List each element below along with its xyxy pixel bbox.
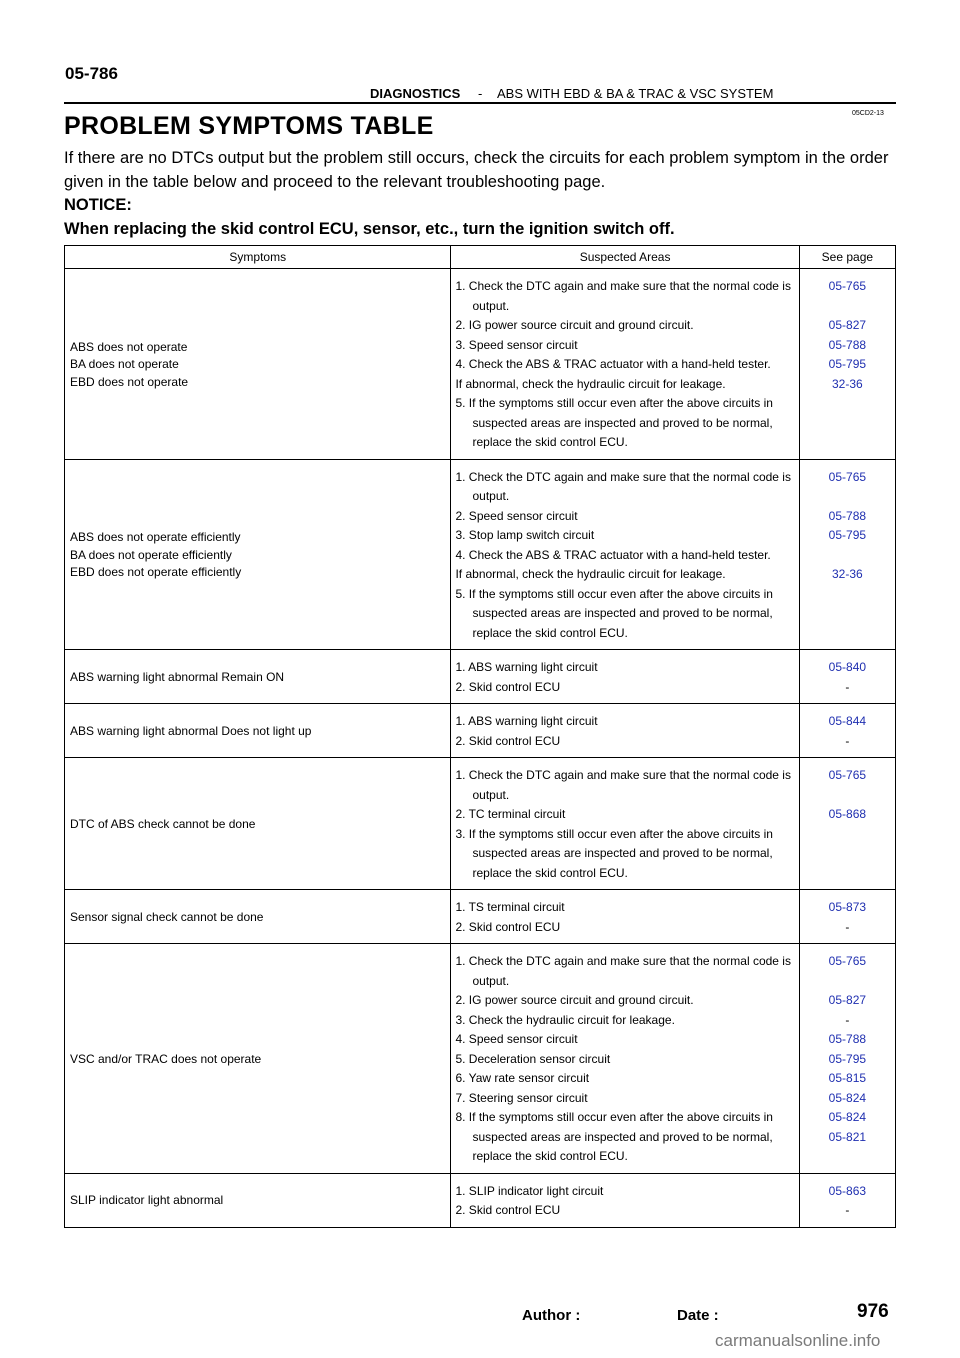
page-title: PROBLEM SYMPTOMS TABLE [64, 112, 434, 140]
date-label: Date : [677, 1307, 719, 1324]
page-link[interactable]: 05-863 [828, 1183, 867, 1198]
symptom-text: ABS warning light abnormal Remain ON [70, 669, 285, 684]
suspected-area-cell [451, 890, 799, 944]
suspected-area-item: 1. Check the DTC again and make sure that the normal code is output. [455, 279, 791, 313]
footer-page-number: 976 [857, 1301, 889, 1322]
see-page-cell [799, 944, 895, 1174]
symptoms-table [64, 245, 896, 1228]
table-row [65, 269, 896, 460]
symptom-cell [65, 758, 451, 890]
suspected-area-item: 2. Skid control ECU [455, 919, 561, 934]
suspected-area-item: 2. IG power source circuit and ground circuit. [455, 318, 694, 332]
symptom-text: EBD does not operate efficiently [70, 565, 242, 579]
table-row [65, 459, 896, 650]
page-none: - [845, 679, 850, 694]
symptom-text: ABS warning light abnormal Does not light up [70, 723, 312, 738]
symptom-cell [65, 459, 451, 650]
page-link[interactable]: 05-824 [828, 1090, 867, 1105]
suspected-area-item: 2. Speed sensor circuit [455, 508, 578, 523]
watermark: carmanualsonline.info [715, 1331, 881, 1350]
suspected-area-cell [451, 1173, 799, 1227]
symptom-cell [65, 890, 451, 944]
symptom-text: DTC of ABS check cannot be done [70, 816, 256, 831]
page-none: - [845, 733, 850, 748]
page-link[interactable]: 05-868 [828, 807, 867, 821]
section-name: DIAGNOSTICS [370, 86, 461, 101]
page-link[interactable]: 05-788 [828, 337, 867, 352]
suspected-area-cell [451, 944, 799, 1174]
page-link[interactable]: 05-765 [828, 279, 867, 293]
symptom-cell [65, 1173, 451, 1227]
suspected-area-item: 6. Yaw rate sensor circuit [455, 1071, 590, 1085]
table-row [65, 650, 896, 704]
symptom-text: EBD does not operate [70, 374, 189, 389]
suspected-area-item: 3. Stop lamp switch circuit [455, 528, 595, 542]
page-link [800, 546, 895, 566]
suspected-area-item: 5. If the symptoms still occur even after the above circuits in suspected areas are inspected and proved to be normal, replace the skid control ECU. [455, 586, 773, 640]
suspected-area-item: 1. ABS warning light circuit [455, 714, 598, 728]
symptom-text: BA does not operate [70, 357, 179, 371]
page-link [800, 297, 895, 317]
suspected-area-cell [451, 704, 799, 758]
table-body [65, 269, 896, 1228]
table-header-row [65, 246, 896, 269]
page-link[interactable]: 05-795 [828, 528, 867, 542]
see-page-cell [799, 650, 895, 704]
page-link[interactable]: 32-36 [832, 376, 863, 391]
suspected-area-cell [451, 758, 799, 890]
suspected-area-item: If abnormal, check the hydraulic circuit for leakage. [455, 376, 726, 391]
system-name: ABS WITH EBD & BA & TRAC & VSC SYSTEM [497, 86, 774, 101]
suspected-area-cell [451, 269, 799, 460]
suspected-area-item: 7. Steering sensor circuit [455, 1090, 588, 1105]
suspected-area-item: 2. IG power source circuit and ground circuit. [455, 993, 694, 1007]
page-none: - [845, 1203, 850, 1217]
notice-label: NOTICE: [64, 196, 132, 214]
header-see-page: See page [799, 246, 895, 269]
page-link[interactable]: 05-795 [828, 1051, 867, 1066]
suspected-area-item: 2. TC terminal circuit [455, 807, 566, 821]
page-link[interactable]: 05-765 [828, 768, 867, 782]
symptom-text: SLIP indicator light abnormal [70, 1193, 224, 1208]
suspected-area-item: 4. Check the ABS & TRAC actuator with a hand-held tester. [455, 547, 771, 562]
suspected-area-item: 2. Skid control ECU [455, 1203, 561, 1217]
doc-code: 05CD2-13 [852, 110, 884, 117]
symptom-cell [65, 704, 451, 758]
suspected-area-item: 1. ABS warning light circuit [455, 660, 598, 674]
suspected-area-cell [451, 459, 799, 650]
page-link[interactable]: 05-821 [828, 1129, 867, 1144]
notice-text: When replacing the skid control ECU, sensor, etc., turn the ignition switch off. [64, 220, 675, 238]
intro-paragraph: If there are no DTCs output but the problem still occurs, check the circuits for each problem symptom in the order given in the table below and proceed to the relevant troubleshooting page. [64, 149, 889, 191]
page-link [800, 786, 895, 806]
suspected-area-item: If abnormal, check the hydraulic circuit for leakage. [455, 567, 726, 581]
see-page-cell [799, 890, 895, 944]
suspected-area-item: 1. Check the DTC again and make sure that the normal code is output. [455, 469, 791, 503]
symptom-text: ABS does not operate efficiently [70, 530, 241, 544]
see-page-cell [799, 269, 895, 460]
page-link[interactable]: 05-844 [828, 714, 867, 728]
suspected-area-item: 2. Skid control ECU [455, 733, 561, 748]
table-row [65, 704, 896, 758]
page-number: 05-786 [65, 64, 118, 83]
suspected-area-item: 3. If the symptoms still occur even after the above circuits in suspected areas are inspected and proved to be normal, replace the skid control ECU. [455, 826, 773, 880]
table-row [65, 890, 896, 944]
page-none: - [845, 919, 850, 934]
suspected-area-item: 3. Check the hydraulic circuit for leakage. [455, 1012, 675, 1027]
see-page-cell [799, 459, 895, 650]
symptom-text: VSC and/or TRAC does not operate [70, 1051, 262, 1066]
header-suspected-areas: Suspected Areas [451, 246, 799, 269]
suspected-area-item: 5. Deceleration sensor circuit [455, 1051, 611, 1066]
suspected-area-item: 1. Check the DTC again and make sure that the normal code is output. [455, 768, 791, 802]
suspected-area-item: 4. Check the ABS & TRAC actuator with a hand-held tester. [455, 357, 771, 371]
page-link[interactable]: 32-36 [832, 567, 863, 581]
suspected-area-item: 2. Skid control ECU [455, 679, 561, 694]
symptom-text: ABS does not operate [70, 339, 188, 354]
header-rule [64, 102, 896, 104]
symptom-text: Sensor signal check cannot be done [70, 909, 264, 924]
page-link[interactable]: 05-840 [828, 660, 867, 674]
header-separator: - [478, 86, 483, 101]
page-link[interactable]: 05-815 [828, 1071, 867, 1085]
page-none: - [845, 1012, 850, 1027]
page-link[interactable]: 05-788 [828, 1032, 867, 1046]
suspected-area-item: 5. If the symptoms still occur even after the above circuits in suspected areas are inspected and proved to be normal, replace the skid control ECU. [455, 396, 773, 449]
suspected-area-item: 1. TS terminal circuit [455, 900, 565, 914]
author-label: Author : [522, 1307, 581, 1324]
page-link[interactable]: 05-824 [828, 1110, 867, 1124]
table-row [65, 944, 896, 1174]
page-link[interactable]: 05-873 [828, 900, 867, 914]
suspected-area-item: 3. Speed sensor circuit [455, 337, 578, 352]
see-page-cell [799, 704, 895, 758]
suspected-area-cell [451, 650, 799, 704]
see-page-cell [799, 1173, 895, 1227]
suspected-area-item: 4. Speed sensor circuit [455, 1032, 578, 1046]
symptom-cell [65, 269, 451, 460]
suspected-area-item: 8. If the symptoms still occur even after the above circuits in suspected areas are inspected and proved to be normal, replace the skid control ECU. [455, 1110, 773, 1163]
page-link [800, 972, 895, 992]
suspected-area-item: 1. Check the DTC again and make sure that the normal code is output. [455, 954, 791, 988]
symptom-text: BA does not operate efficiently [70, 547, 232, 562]
table-row [65, 758, 896, 890]
see-page-cell [799, 758, 895, 890]
page-link[interactable]: 05-765 [828, 954, 867, 968]
page-link[interactable]: 05-795 [828, 357, 867, 371]
table-row [65, 1173, 896, 1227]
suspected-area-item: 1. SLIP indicator light circuit [455, 1183, 604, 1198]
page-link [800, 487, 895, 507]
symptom-cell [65, 944, 451, 1174]
header-symptoms: Symptoms [65, 246, 451, 269]
page-link[interactable]: 05-827 [828, 318, 867, 332]
page-link[interactable]: 05-788 [828, 508, 867, 523]
page-link[interactable]: 05-765 [828, 469, 867, 484]
symptom-cell [65, 650, 451, 704]
page-link[interactable]: 05-827 [828, 993, 867, 1007]
